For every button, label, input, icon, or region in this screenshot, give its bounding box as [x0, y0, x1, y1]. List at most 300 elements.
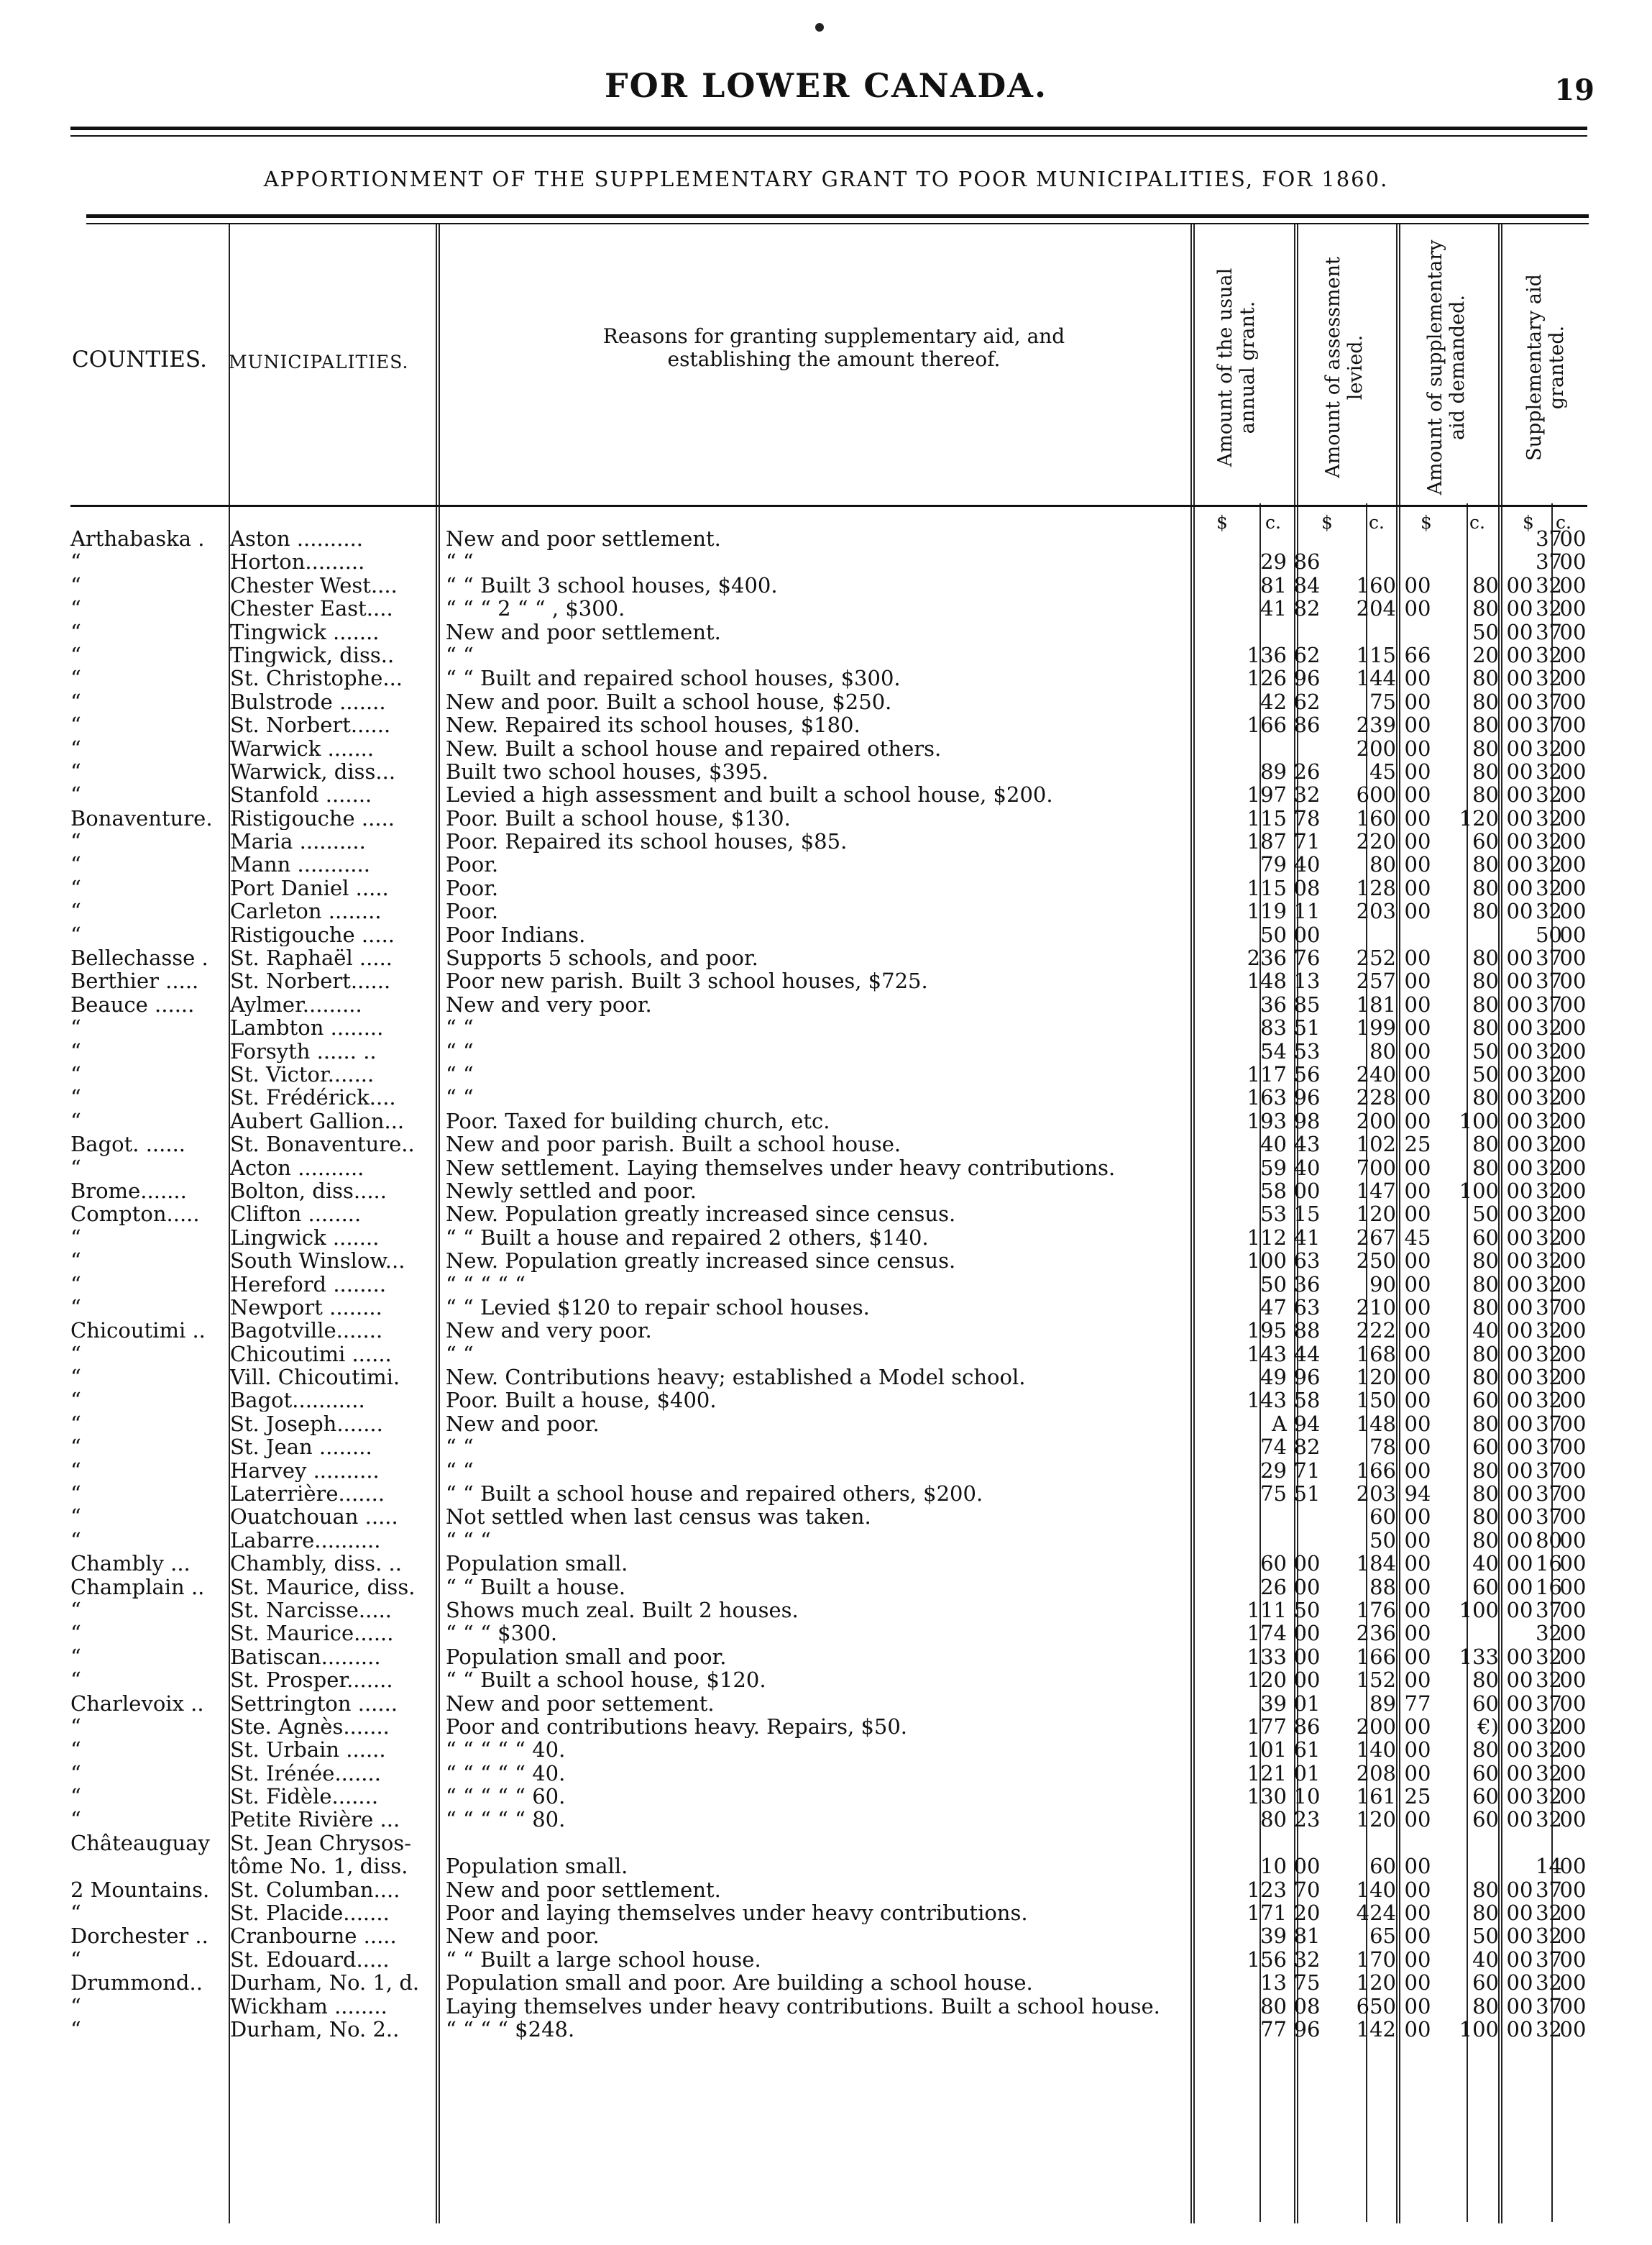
assessment-cents: 00 — [1404, 1458, 1431, 1483]
table-row — [70, 1668, 1587, 1691]
demanded-cents: 00 — [1506, 1435, 1533, 1460]
reason-cell: New and poor. — [446, 1412, 600, 1435]
county-cell: “ — [70, 899, 81, 924]
usual-grant-cents: 00 — [1293, 1668, 1321, 1693]
assessment-cents: 00 — [1404, 666, 1431, 691]
table-row — [70, 1063, 1587, 1086]
municipality-cell: St. Joseph....... — [230, 1412, 383, 1435]
assessment-dollars: 204 — [1356, 596, 1396, 621]
demanded-cents: 00 — [1506, 1668, 1533, 1693]
assessment-dollars: 120 — [1356, 1807, 1396, 1832]
reason-cell: “ “ Built a school house and repaired others, $200. — [446, 1482, 983, 1506]
municipality-cell: Mann ........... — [230, 853, 370, 877]
assessment-dollars: 200 — [1356, 736, 1396, 761]
granted-cents: 00 — [1559, 1854, 1587, 1879]
assessment-dollars: 210 — [1356, 1294, 1396, 1320]
reason-cell: Poor. Built a school house, $130. — [446, 806, 791, 830]
usual-grant-dollars: 115 — [1247, 875, 1287, 900]
usual-grant-dollars: 75 — [1260, 1481, 1287, 1506]
demanded-dollars: 50 — [1472, 619, 1499, 644]
granted-cents: 00 — [1559, 1574, 1587, 1599]
county-cell: “ — [70, 1481, 81, 1506]
usual-grant-cents: 00 — [1293, 1644, 1321, 1669]
demanded-cents: 00 — [1506, 666, 1533, 691]
assessment-dollars: 200 — [1356, 1714, 1396, 1739]
table-body — [70, 527, 1587, 2041]
county-cell: Compton..... — [70, 1202, 200, 1227]
demanded-dollars: 80 — [1472, 1481, 1499, 1506]
usual-grant-cents: 51 — [1293, 1481, 1321, 1506]
demanded-dollars: 80 — [1472, 1341, 1499, 1366]
county-cell: “ — [70, 1155, 81, 1180]
municipality-cell: St. Frédérick.... — [230, 1086, 396, 1110]
assessment-cents: 00 — [1404, 1365, 1431, 1390]
granted-cents: 00 — [1559, 852, 1587, 877]
assessment-cents: 00 — [1404, 969, 1431, 994]
county-cell: “ — [70, 1644, 81, 1669]
usual-grant-dollars: 36 — [1260, 992, 1287, 1017]
column-header-rule — [70, 505, 1587, 507]
demanded-cents: 00 — [1506, 1784, 1533, 1809]
assessment-dollars: 128 — [1356, 875, 1396, 900]
granted-dollars: 37 — [1536, 1691, 1562, 1716]
county-cell: “ — [70, 782, 81, 808]
reason-cell: New. Population greatly increased since census. — [446, 1249, 956, 1273]
usual-grant-cents: 36 — [1293, 1271, 1321, 1297]
county-cell: Chambly ... — [70, 1551, 191, 1576]
municipality-cell: Ouatchouan ..... — [230, 1505, 398, 1529]
demanded-dollars: 20 — [1472, 642, 1499, 667]
table-rule-top-2 — [86, 223, 1589, 224]
assessment-cents: 00 — [1404, 1504, 1431, 1530]
demanded-cents: 00 — [1506, 1760, 1533, 1786]
demanded-cents: 00 — [1506, 1714, 1533, 1739]
county-cell: “ — [70, 1737, 81, 1762]
county-cell: “ — [70, 1901, 81, 1926]
demanded-cents: 00 — [1506, 713, 1533, 738]
demanded-dollars: 80 — [1472, 759, 1499, 784]
granted-dollars: 37 — [1536, 1411, 1562, 1436]
municipality-cell: Hereford ........ — [230, 1272, 387, 1296]
granted-dollars: 32 — [1536, 1714, 1562, 1739]
granted-cents: 00 — [1559, 922, 1587, 947]
municipality-cell: Aston .......... — [230, 527, 364, 550]
usual-grant-cents: 01 — [1293, 1691, 1321, 1716]
municipality-cell: Lingwick ....... — [230, 1225, 380, 1249]
granted-cents: 00 — [1559, 1271, 1587, 1297]
granted-dollars: 32 — [1536, 805, 1562, 831]
table-row — [70, 574, 1587, 597]
usual-grant-dollars: 54 — [1260, 1038, 1287, 1064]
county-cell: Bonaventure. — [70, 805, 213, 831]
reason-cell: Laying themselves under heavy contributions. Built a school house. — [446, 1994, 1160, 2018]
table-row — [70, 1715, 1587, 1738]
granted-dollars: 32 — [1536, 2017, 1562, 2041]
usual-grant-dollars: 130 — [1247, 1784, 1287, 1809]
municipality-cell: St. Edouard..... — [230, 1947, 390, 1971]
table-row — [70, 1459, 1587, 1482]
usual-grant-dollars: 39 — [1260, 1691, 1287, 1716]
assessment-dollars: 203 — [1356, 1481, 1396, 1506]
county-cell: “ — [70, 1947, 81, 1972]
usual-grant-cents: 13 — [1293, 969, 1321, 994]
demanded-cents: 00 — [1506, 689, 1533, 714]
table-row — [70, 1226, 1587, 1249]
assessment-cents: 00 — [1404, 852, 1431, 877]
demanded-cents: 00 — [1506, 1924, 1533, 1949]
usual-grant-dollars: 187 — [1247, 829, 1287, 854]
reason-cell: New and poor. Built a school house, $250. — [446, 690, 892, 713]
table-rule-top — [86, 214, 1589, 218]
col-header-demanded: Amount of supplementary aid demanded. — [1424, 239, 1469, 495]
demanded-dollars: 80 — [1472, 1132, 1499, 1157]
granted-cents: 00 — [1559, 689, 1587, 714]
table-row — [70, 1319, 1587, 1342]
reason-cell: New and poor settement. — [446, 1691, 715, 1715]
granted-cents: 00 — [1559, 1132, 1587, 1157]
assessment-dollars: 140 — [1356, 1877, 1396, 1902]
table-row — [70, 1855, 1587, 1878]
unit-cents-assess: c. — [1369, 512, 1385, 533]
assessment-dollars: 80 — [1369, 852, 1396, 877]
assessment-dollars: 166 — [1356, 1458, 1396, 1483]
assessment-cents: 00 — [1404, 572, 1431, 598]
demanded-dollars: 80 — [1472, 852, 1499, 877]
granted-cents: 00 — [1559, 1108, 1587, 1133]
demanded-dollars: 80 — [1472, 1294, 1499, 1320]
granted-cents: 00 — [1559, 1924, 1587, 1949]
usual-grant-dollars: 29 — [1260, 1458, 1287, 1483]
granted-cents: 00 — [1559, 596, 1587, 621]
municipality-cell: Wickham ........ — [230, 1994, 387, 2018]
usual-grant-dollars: 49 — [1260, 1365, 1287, 1390]
table-row — [70, 1040, 1587, 1063]
usual-grant-cents: 00 — [1293, 1178, 1321, 1203]
municipality-cell: Acton .......... — [230, 1156, 364, 1179]
granted-dollars: 32 — [1536, 1132, 1562, 1157]
assessment-cents: 00 — [1404, 1248, 1431, 1274]
table-row — [70, 1389, 1587, 1412]
assessment-dollars: 236 — [1356, 1621, 1396, 1646]
granted-cents: 00 — [1559, 805, 1587, 831]
municipality-cell: Ristigouche ..... — [230, 806, 395, 830]
demanded-cents: 00 — [1506, 1691, 1533, 1716]
table-row — [70, 690, 1587, 713]
usual-grant-dollars: 40 — [1260, 1132, 1287, 1157]
table-row — [70, 1924, 1587, 1947]
assessment-cents: 00 — [1404, 782, 1431, 808]
usual-grant-cents: 63 — [1293, 1248, 1321, 1274]
assessment-dollars: 252 — [1356, 946, 1396, 971]
page-header: FOR LOWER CANADA. — [605, 66, 1047, 105]
assessment-dollars: 150 — [1356, 1388, 1396, 1413]
demanded-dollars: 80 — [1472, 875, 1499, 900]
demanded-cents: 00 — [1506, 1481, 1533, 1506]
usual-grant-cents: 58 — [1293, 1388, 1321, 1413]
municipality-cell: Bulstrode ....... — [230, 690, 386, 713]
unit-cents-demand: c. — [1469, 512, 1485, 533]
demanded-dollars: 80 — [1472, 1271, 1499, 1297]
county-cell: “ — [70, 1015, 81, 1041]
reason-cell: “ “ “ — [446, 1528, 491, 1552]
assessment-dollars: 148 — [1356, 1411, 1396, 1436]
assessment-dollars: 228 — [1356, 1085, 1396, 1110]
demanded-dollars: 60 — [1472, 1388, 1499, 1413]
county-cell: “ — [70, 713, 81, 738]
usual-grant-cents: 76 — [1293, 946, 1321, 971]
assessment-dollars: 102 — [1356, 1132, 1396, 1157]
county-cell: Charlevoix .. — [70, 1691, 204, 1716]
municipality-cell: South Winslow... — [230, 1249, 405, 1273]
usual-grant-dollars: 59 — [1260, 1155, 1287, 1180]
table-row — [70, 760, 1587, 783]
usual-grant-cents: 32 — [1293, 782, 1321, 808]
table-row — [70, 946, 1587, 969]
municipality-cell: St. Christophe... — [230, 667, 403, 690]
assessment-cents: 00 — [1404, 875, 1431, 900]
usual-grant-cents: 08 — [1293, 1993, 1321, 2018]
granted-dollars: 32 — [1536, 1784, 1562, 1809]
granted-dollars: 32 — [1536, 1178, 1562, 1203]
granted-dollars: 37 — [1536, 969, 1562, 994]
demanded-cents: 00 — [1506, 736, 1533, 761]
granted-cents: 00 — [1559, 1365, 1587, 1390]
demanded-dollars: 60 — [1472, 1574, 1499, 1599]
header-rule-top — [70, 127, 1587, 130]
usual-grant-cents: 96 — [1293, 1085, 1321, 1110]
reason-cell: New and poor settlement. — [446, 620, 721, 644]
demanded-cents: 00 — [1506, 782, 1533, 808]
county-cell: Chicoutimi .. — [70, 1318, 206, 1343]
municipality-cell: St. Bonaventure.. — [230, 1133, 415, 1156]
county-cell: “ — [70, 572, 81, 598]
assessment-cents: 00 — [1404, 1155, 1431, 1180]
county-cell: “ — [70, 2017, 81, 2041]
demanded-cents: 00 — [1506, 1132, 1533, 1157]
granted-dollars: 32 — [1536, 1085, 1562, 1110]
county-cell: “ — [70, 1597, 81, 1622]
granted-dollars: 16 — [1536, 1574, 1562, 1599]
granted-cents: 00 — [1559, 1691, 1587, 1716]
granted-cents: 00 — [1559, 829, 1587, 854]
usual-grant-dollars: 163 — [1247, 1085, 1287, 1110]
unit-dollar-usual: $ — [1216, 512, 1228, 533]
granted-cents: 00 — [1559, 1784, 1587, 1809]
assessment-dollars: 152 — [1356, 1668, 1396, 1693]
assessment-cents: 25 — [1404, 1784, 1431, 1809]
table-row — [70, 1622, 1587, 1645]
assessment-cents: 00 — [1404, 1807, 1431, 1832]
usual-grant-dollars: 197 — [1247, 782, 1287, 808]
assessment-dollars: 60 — [1369, 1854, 1396, 1879]
granted-dollars: 37 — [1536, 1504, 1562, 1530]
municipality-cell: St. Prosper....... — [230, 1668, 393, 1692]
reason-cell: Newly settled and poor. — [446, 1179, 697, 1202]
table-row — [70, 1366, 1587, 1389]
reason-cell: Poor Indians. — [446, 923, 586, 946]
table-row — [70, 1202, 1587, 1225]
demanded-cents: 00 — [1506, 1901, 1533, 1926]
assessment-dollars: 89 — [1369, 1691, 1396, 1716]
usual-grant-dollars: 117 — [1247, 1061, 1287, 1087]
demanded-cents: 00 — [1506, 1993, 1533, 2018]
reason-cell: Poor and laying themselves under heavy contributions. — [446, 1901, 1028, 1925]
county-cell: Beauce ...... — [70, 992, 195, 1017]
table-row — [70, 597, 1587, 620]
municipality-cell: Bagot........... — [230, 1389, 365, 1412]
granted-dollars: 32 — [1536, 1318, 1562, 1343]
reason-cell: Shows much zeal. Built 2 houses. — [446, 1598, 799, 1622]
table-row — [70, 1692, 1587, 1715]
granted-cents: 00 — [1559, 2017, 1587, 2041]
granted-cents: 00 — [1559, 619, 1587, 644]
assessment-dollars: 257 — [1356, 969, 1396, 994]
table-row — [70, 1762, 1587, 1785]
usual-grant-dollars: 115 — [1247, 805, 1287, 831]
usual-grant-dollars: 236 — [1247, 946, 1287, 971]
granted-cents: 00 — [1559, 1435, 1587, 1460]
reason-cell: “ “ “ $300. — [446, 1622, 558, 1645]
reason-cell: Population small and poor. Are building a school house. — [446, 1971, 1033, 1995]
demanded-dollars: 80 — [1472, 1015, 1499, 1041]
usual-grant-cents: 00 — [1293, 922, 1321, 947]
reason-cell: “ “ “ “ “ 60. — [446, 1785, 566, 1809]
granted-cents: 00 — [1559, 1038, 1587, 1064]
demanded-cents: 00 — [1506, 1248, 1533, 1274]
table-row — [70, 1156, 1587, 1179]
usual-grant-cents: 62 — [1293, 642, 1321, 667]
usual-grant-cents: 81 — [1293, 1924, 1321, 1949]
county-cell: Bellechasse . — [70, 946, 208, 971]
reason-cell: New and poor settlement. — [446, 527, 721, 550]
table-row — [70, 644, 1587, 667]
reason-cell: Population small. — [446, 1855, 628, 1878]
reason-cell: Supports 5 schools, and poor. — [446, 946, 758, 970]
usual-grant-dollars: 123 — [1247, 1877, 1287, 1902]
assessment-cents: 00 — [1404, 1574, 1431, 1599]
demanded-dollars: 80 — [1472, 1504, 1499, 1530]
reason-cell: “ “ “ “ “ 40. — [446, 1761, 566, 1785]
county-cell: “ — [70, 1458, 81, 1483]
demanded-dollars: 80 — [1472, 572, 1499, 598]
col-header-counties: COUNTIES. — [72, 347, 207, 372]
demanded-cents: 00 — [1506, 642, 1533, 667]
assessment-cents: 00 — [1404, 736, 1431, 761]
assessment-cents: 00 — [1404, 1737, 1431, 1762]
granted-cents: 00 — [1559, 1714, 1587, 1739]
county-cell: “ — [70, 666, 81, 691]
assessment-dollars: 250 — [1356, 1248, 1396, 1274]
demanded-cents: 00 — [1506, 1597, 1533, 1622]
table-row — [70, 1995, 1587, 2018]
granted-dollars: 32 — [1536, 1202, 1562, 1227]
municipality-cell: Carleton ........ — [230, 900, 382, 923]
reason-cell: Poor. Repaired its school houses, $85. — [446, 830, 848, 854]
granted-cents: 00 — [1559, 1202, 1587, 1227]
reason-cell: “ “ “ “ “ — [446, 1272, 526, 1296]
granted-dollars: 32 — [1536, 736, 1562, 761]
unit-cents-grant: c. — [1556, 512, 1571, 533]
demanded-dollars: 80 — [1472, 1085, 1499, 1110]
municipality-cell: Harvey .......... — [230, 1458, 380, 1482]
usual-grant-cents: 85 — [1293, 992, 1321, 1017]
reason-cell: “ “ Built a school house, $120. — [446, 1668, 766, 1692]
assessment-dollars: 168 — [1356, 1341, 1396, 1366]
demanded-dollars: 80 — [1472, 1458, 1499, 1483]
usual-grant-dollars: 156 — [1247, 1947, 1287, 1972]
demanded-dollars: 80 — [1472, 1737, 1499, 1762]
municipality-cell: Cranbourne ..... — [230, 1924, 397, 1948]
municipality-cell: Chester West.... — [230, 573, 398, 597]
granted-cents: 00 — [1559, 572, 1587, 598]
demanded-cents: 00 — [1506, 619, 1533, 644]
assessment-dollars: 60 — [1369, 1504, 1396, 1530]
usual-grant-dollars: 148 — [1247, 969, 1287, 994]
granted-dollars: 37 — [1536, 1458, 1562, 1483]
county-cell: Arthabaska . — [70, 526, 205, 551]
municipality-cell: Ristigouche ..... — [230, 923, 395, 946]
usual-grant-dollars: 177 — [1247, 1714, 1287, 1739]
demanded-cents: 00 — [1506, 1574, 1533, 1599]
granted-dollars: 37 — [1536, 713, 1562, 738]
usual-grant-dollars: 112 — [1247, 1225, 1287, 1250]
assessment-dollars: 184 — [1356, 1551, 1396, 1576]
assessment-dollars: 78 — [1369, 1435, 1396, 1460]
assessment-dollars: 166 — [1356, 1644, 1396, 1669]
municipality-cell: St. Raphaël ..... — [230, 946, 393, 970]
municipality-cell: Bagotville....... — [230, 1319, 383, 1343]
table-row — [70, 2018, 1587, 2041]
assessment-dollars: 220 — [1356, 829, 1396, 854]
county-cell: “ — [70, 1038, 81, 1064]
demanded-cents: 00 — [1506, 1388, 1533, 1413]
municipality-cell: St. Norbert...... — [230, 713, 391, 737]
granted-dollars: 37 — [1536, 992, 1562, 1017]
usual-grant-cents: 62 — [1293, 689, 1321, 714]
reason-cell: “ “ — [446, 1039, 474, 1063]
usual-grant-dollars: 174 — [1247, 1621, 1287, 1646]
demanded-cents: 00 — [1506, 596, 1533, 621]
usual-grant-dollars: 77 — [1260, 2017, 1287, 2041]
county-cell: Berthier ..... — [70, 969, 199, 994]
reason-cell: “ “ “ 2 “ “ , $300. — [446, 597, 625, 621]
municipality-cell: St. Urbain ...... — [230, 1738, 386, 1762]
municipality-cell: Maria .......... — [230, 830, 366, 854]
assessment-dollars: 80 — [1369, 1038, 1396, 1064]
municipality-cell: Newport ........ — [230, 1295, 382, 1319]
usual-grant-cents: 53 — [1293, 1038, 1321, 1064]
usual-grant-cents: 96 — [1293, 666, 1321, 691]
assessment-cents: 66 — [1404, 642, 1431, 667]
usual-grant-dollars: 80 — [1260, 1807, 1287, 1832]
reason-cell: “ “ — [446, 1062, 474, 1086]
demanded-cents: 00 — [1506, 1877, 1533, 1902]
table-row — [70, 1016, 1587, 1039]
county-cell: “ — [70, 1085, 81, 1110]
demanded-dollars: 80 — [1472, 946, 1499, 971]
granted-cents: 00 — [1559, 1318, 1587, 1343]
granted-cents: 00 — [1559, 782, 1587, 808]
granted-cents: 00 — [1559, 1527, 1587, 1553]
assessment-dollars: 160 — [1356, 572, 1396, 598]
reason-cell: New and poor settlement. — [446, 1878, 721, 1901]
county-cell: “ — [70, 922, 81, 947]
demanded-cents: 00 — [1506, 1178, 1533, 1203]
municipality-cell: Chester East.... — [230, 597, 393, 621]
granted-dollars: 37 — [1536, 1294, 1562, 1320]
granted-dollars: 32 — [1536, 1668, 1562, 1693]
reason-cell: New and very poor. — [446, 992, 652, 1016]
